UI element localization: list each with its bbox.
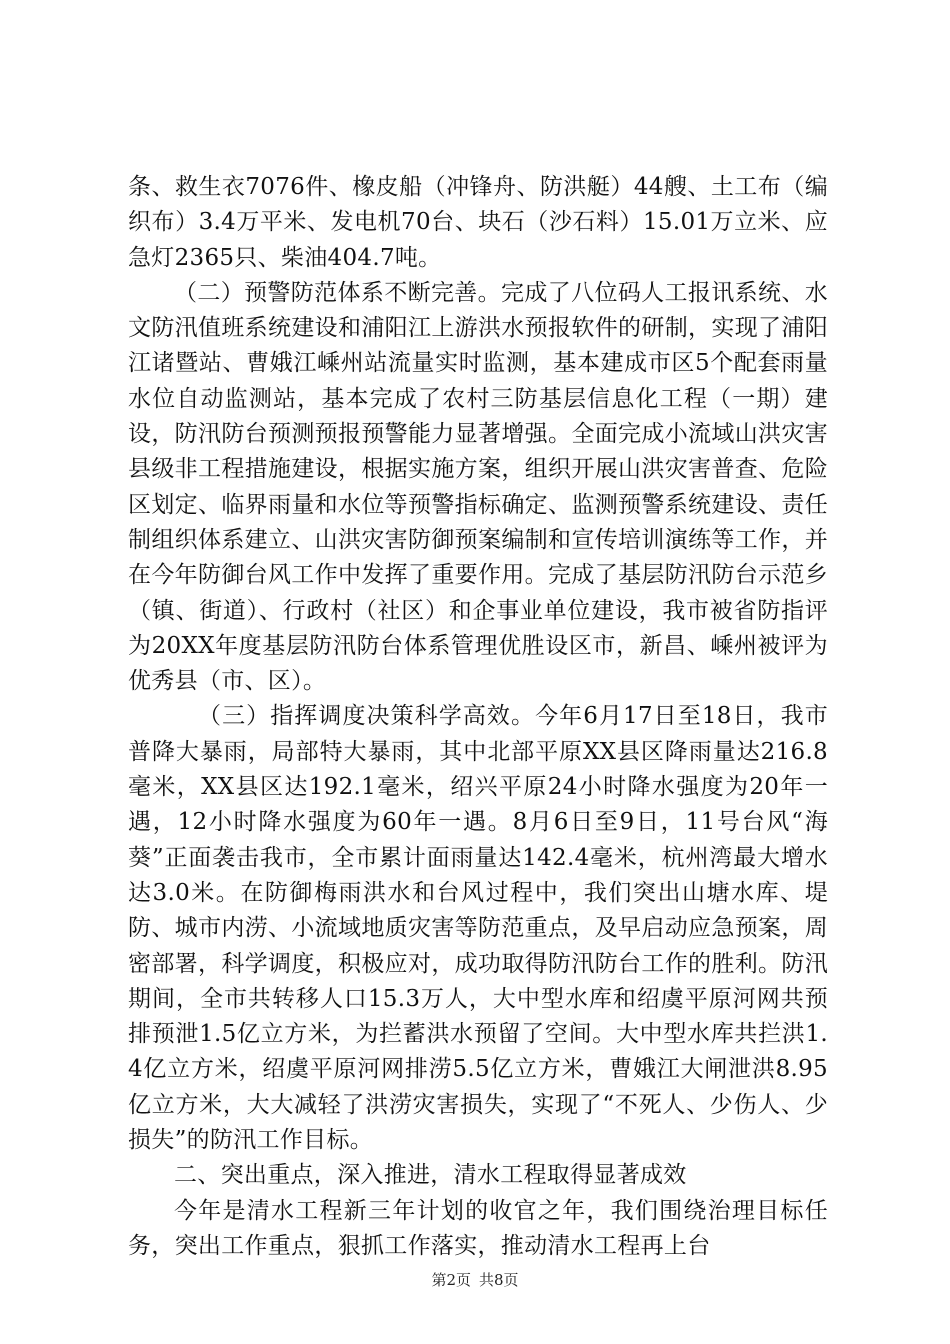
page-total: 共8页 [479,1271,519,1289]
paragraph-clean-water-intro: 今年是清水工程新三年计划的收官之年，我们围绕治理目标任务，突出工作重点，狠抓工作落实，推动清水工程再上台 [128,1197,828,1259]
page-footer [0,1270,950,1290]
paragraph-materials-list: 条、救生衣7076件、橡皮船（冲锋舟、防洪艇）44艘、土工布（编织布）3.4万平米、发电机70台、块石（沙石料）15.01万立米、应急灯2365只、柴油404.7吨。 [128,174,828,271]
page-number: 第2页 [431,1271,471,1289]
document-body [128,170,828,1264]
section-heading-clean-water: 二、突出重点，深入推进，清水工程取得显著成效 [174,1162,687,1189]
paragraph-command-dispatch: （三）指挥调度决策科学高效。今年6月17日至18日，我市普降大暴雨，局部特大暴雨，其中北部平原XX县区降雨量达216.8毫米，XX县区达192.1毫米，绍兴平原24小时降水强度为20年一遇，12小时降水强度为60年一遇。8月6日至9日，11号台风“海葵”正面袭击我市，全市累计面雨量达142.4毫米，杭州湾最大增水达3.0米。在防御梅雨洪水和台风过程中，我们突出山塘水库、堤防、城市内涝、小流域地质灾害等防范重点，及早启动应急预案，周密部署，科学调度，积极应对，成功取得防汛防台工作的胜利。防汛期间，全市共转移人口15.3万人，大中型水库和绍虞平原河网共预排预泄1.5亿立方米，为拦蓄洪水预留了空间。大中型水库共拦洪1.4亿立方米，绍虞平原河网排涝5.5亿立方米，曹娥江大闸泄洪8.95亿立方米，大大减轻了洪涝灾害损失，实现了“不死人、少伤人、少损失”的防汛工作目标。 [128,703,828,1154]
paragraph-warning-system: （二）预警防范体系不断完善。完成了八位码人工报讯系统、水文防汛值班系统建设和浦阳江上游洪水预报软件的研制，实现了浦阳江诸暨站、曹娥江嵊州站流量实时监测，基本建成市区5个配套雨量水位自动监测站，基本完成了农村三防基层信息化工程（一期）建设，防汛防台预测预报预警能力显著增强。全面完成小流域山洪灾害县级非工程措施建设，根据实施方案，组织开展山洪灾害普查、危险区划定、临界雨量和水位等预警指标确定、监测预警系统建设、责任制组织体系建立、山洪灾害防御预案编制和宣传培训演练等工作，并在今年防御台风工作中发挥了重要作用。完成了基层防汛防台示范乡（镇、街道）、行政村（社区）和企事业单位建设，我市被省防指评为20XX年度基层防汛防台体系管理优胜设区市，新昌、嵊州被评为优秀县（市、区）。 [128,279,828,695]
